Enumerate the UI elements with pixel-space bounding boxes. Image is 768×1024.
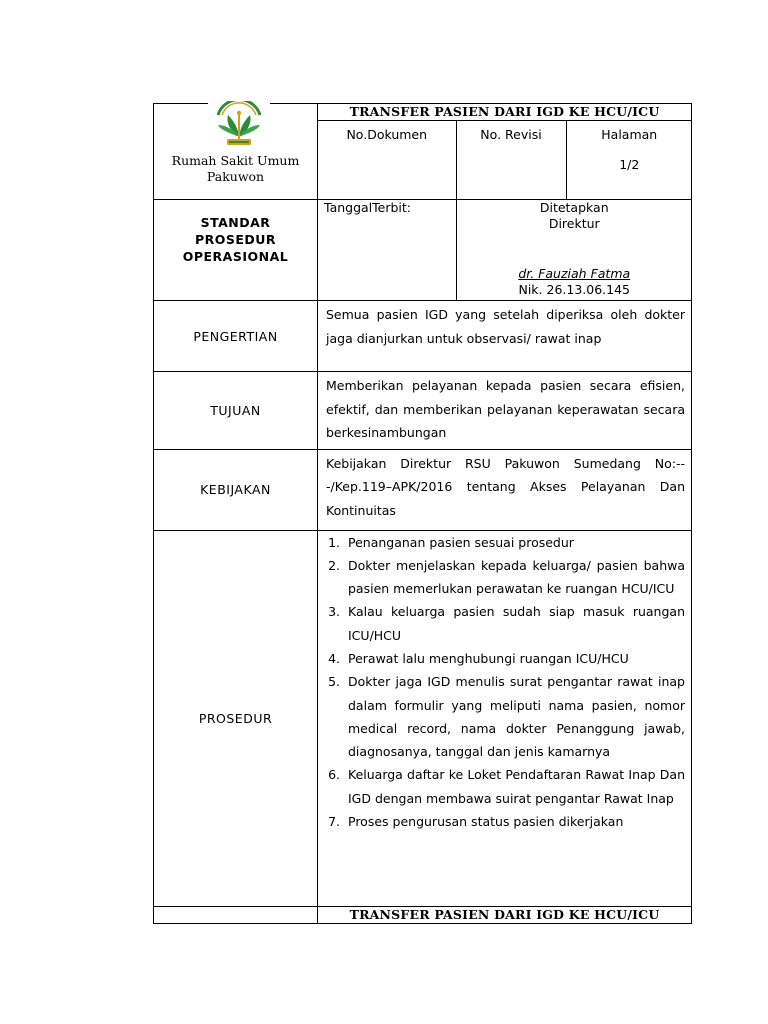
no-dokumen-label: No.Dokumen <box>318 121 456 199</box>
hospital-name-line2: Pakuwon <box>206 169 265 184</box>
hospital-name <box>154 153 317 185</box>
prosedur-step-text: Dokter jaga IGD menulis surat pengantar rawat inap dalam formulir yang meliputi nama pasien, nomor medical record, nama dokter Penanggung jawab, diagnosanya, tanggal dan jenis kamarnya <box>348 674 685 760</box>
sop-label-line1: STANDAR <box>200 215 271 230</box>
prosedur-step-number: 7. <box>328 814 340 830</box>
pengertian-label: PENGERTIAN <box>154 301 318 372</box>
prosedur-step <box>318 531 685 554</box>
prosedur-step-text: Keluarga daftar ke Loket Pendaftaran Rawat Inap Dan IGD dengan membawa suirat pengantar Rawat Inap <box>348 767 685 806</box>
prosedur-step-text: Perawat lalu menghubungi ruangan ICU/HCU <box>348 650 629 666</box>
prosedur-steps-cell <box>318 530 692 906</box>
halaman-label: Halaman <box>601 127 658 142</box>
hospital-cell <box>154 104 318 200</box>
prosedur-step <box>318 600 685 647</box>
footer-title: TRANSFER PASIEN DARI IGD KE HCU/ICU <box>318 906 692 923</box>
signer-name: dr. Fauziah Fatma <box>518 266 631 281</box>
prosedur-step-number: 3. <box>328 604 340 620</box>
prosedur-step <box>318 554 685 601</box>
tujuan-label: TUJUAN <box>154 372 318 450</box>
prosedur-step-number: 6. <box>328 767 340 783</box>
prosedur-step-text: Proses pengurusan status pasien dikerjakan <box>348 814 624 830</box>
sop-document-table <box>153 103 692 924</box>
kebijakan-label: KEBIJAKAN <box>154 449 318 530</box>
hospital-name-line1: Rumah Sakit Umum <box>171 153 300 168</box>
tujuan-text: Memberikan pelayanan kepada pasien secara efisien, efektif, dan memberikan pelayanan keperawatan secara berkesinambungan <box>318 372 692 450</box>
no-revisi-label: No. Revisi <box>456 121 566 199</box>
prosedur-step-number: 5. <box>328 674 340 690</box>
tanggal-terbit-label: TanggalTerbit: <box>318 200 456 300</box>
prosedur-step-number: 1. <box>328 534 340 550</box>
document-info-cell <box>318 121 692 200</box>
prosedur-step-text: Dokter menjelaskan kepada keluarga/ pasien bahwa pasien memerlukan perawatan ke ruangan HCU/ICU <box>348 557 685 597</box>
prosedur-step <box>318 810 685 833</box>
prosedur-step-number: 2. <box>328 557 340 573</box>
prosedur-label: PROSEDUR <box>154 530 318 906</box>
footer-left-cell <box>154 906 318 923</box>
sop-label-line2: PROSEDUR <box>194 232 277 247</box>
prosedur-step-number: 4. <box>328 650 340 666</box>
ditetapkan-label: Ditetapkan <box>539 200 609 215</box>
halaman-value: 1/2 <box>619 157 640 172</box>
hospital-logo-icon <box>208 101 270 149</box>
halaman-cell <box>566 121 692 199</box>
prosedur-steps <box>318 531 691 834</box>
prosedur-step <box>318 647 685 670</box>
kebijakan-text: Kebijakan Direktur RSU Pakuwon Sumedang No:---/Kep.119–APK/2016 tentang Akses Pelayanan Dan Kontinuitas <box>318 449 692 530</box>
prosedur-step-text: Penanganan pasien sesuai prosedur <box>348 534 574 550</box>
direktur-label: Direktur <box>548 216 600 231</box>
signer-nik: Nik. 26.13.06.145 <box>518 282 630 297</box>
sop-label-line3: OPERASIONAL <box>182 249 289 264</box>
prosedur-step <box>318 763 685 810</box>
prosedur-step-text: Kalau keluarga pasien sudah siap masuk ruangan ICU/HCU <box>348 604 685 643</box>
prosedur-step <box>318 670 685 763</box>
document-title: TRANSFER PASIEN DARI IGD KE HCU/ICU <box>318 104 692 121</box>
date-signature-cell <box>318 200 692 301</box>
sop-label <box>154 200 318 301</box>
signature-block <box>456 200 692 300</box>
pengertian-text: Semua pasien IGD yang setelah diperiksa oleh dokter jaga dianjurkan untuk observasi/ rawat inap <box>318 301 692 372</box>
